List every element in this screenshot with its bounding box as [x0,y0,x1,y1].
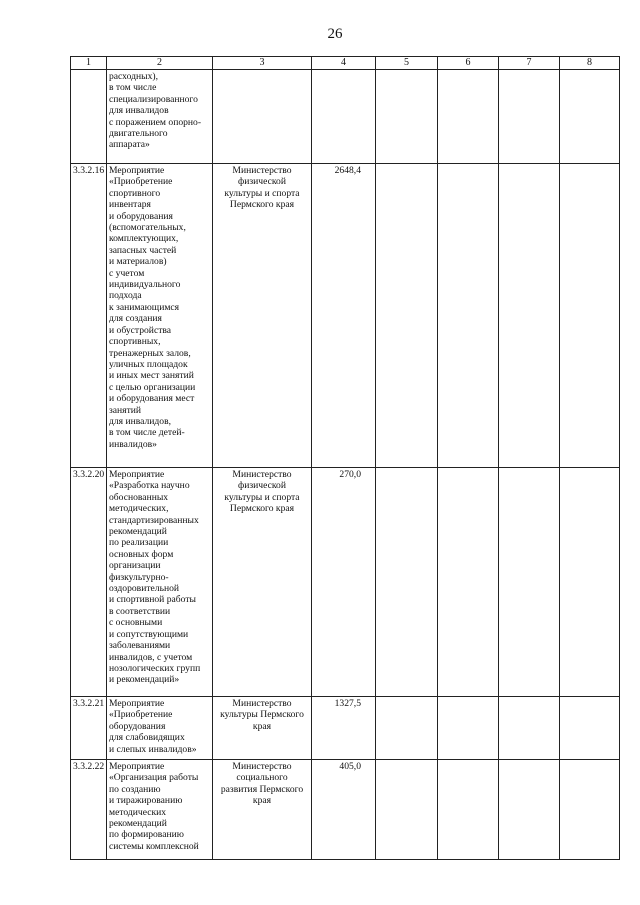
row-amount [312,70,376,164]
empty-cell [376,468,438,697]
row-amount: 405,0 [312,760,376,860]
empty-cell [499,468,560,697]
row-description: Мероприятие «Приобретение оборудования для слабовидящих и слепых инвалидов» [107,697,213,760]
column-header: 1 [71,57,107,70]
empty-cell [438,697,499,760]
table-row [71,697,620,760]
table-row [71,164,620,468]
program-table [70,56,620,860]
empty-cell [499,760,560,860]
row-number [71,70,107,164]
row-number: 3.3.2.20 [71,468,107,697]
empty-cell [376,70,438,164]
page-number: 26 [327,26,343,42]
empty-cell [560,468,620,697]
empty-cell [560,760,620,860]
column-header: 3 [213,57,312,70]
table-row [71,70,620,164]
empty-cell [438,760,499,860]
column-header: 2 [107,57,213,70]
row-number: 3.3.2.22 [71,760,107,860]
empty-cell [438,164,499,468]
row-amount: 270,0 [312,468,376,697]
row-amount: 2648,4 [312,164,376,468]
column-header: 7 [499,57,560,70]
empty-cell [560,697,620,760]
empty-cell [376,760,438,860]
empty-cell [438,468,499,697]
row-executor: Министерство социального развития Пермского края [213,760,312,860]
row-description: Мероприятие «Приобретение спортивного инвентаря и оборудования (вспомогательных, комплектующих, запасных частей и материалов) с учетом индивидуального подхода к занимающимся для создания и обустройства спортивных, тренажерных залов, уличных площадок и иных мест занятий с целью организации и оборудования мест занятий для инвалидов, в том числе детей- инвалидов» [107,164,213,468]
row-amount: 1327,5 [312,697,376,760]
empty-cell [376,697,438,760]
empty-cell [376,164,438,468]
row-number: 3.3.2.16 [71,164,107,468]
column-header: 6 [438,57,499,70]
empty-cell [560,164,620,468]
row-executor: Министерство физической культуры и спорта Пермского края [213,164,312,468]
row-number: 3.3.2.21 [71,697,107,760]
table-row [71,760,620,860]
row-executor: Министерство культуры Пермского края [213,697,312,760]
empty-cell [499,697,560,760]
column-header: 4 [312,57,376,70]
row-executor [213,70,312,164]
empty-cell [560,70,620,164]
table-header-row [71,57,620,70]
empty-cell [499,164,560,468]
empty-cell [438,70,499,164]
row-description: Мероприятие «Разработка научно обоснованных методических, стандартизированных рекомендаций по реализации основных форм организации физкультурно- оздоровительной и спортивной работы в соответствии с основными и сопутствующими заболеваниями инвалидов, с учетом нозологических групп и рекомендаций» [107,468,213,697]
empty-cell [499,70,560,164]
row-description: Мероприятие «Организация работы по созданию и тиражированию методических рекомендаций по формированию системы комплексной [107,760,213,860]
column-header: 8 [560,57,620,70]
table-row [71,468,620,697]
row-executor: Министерство физической культуры и спорта Пермского края [213,468,312,697]
row-description: расходных), в том числе специализированного для инвалидов с поражением опорно- двигательного аппарата» [107,70,213,164]
column-header: 5 [376,57,438,70]
